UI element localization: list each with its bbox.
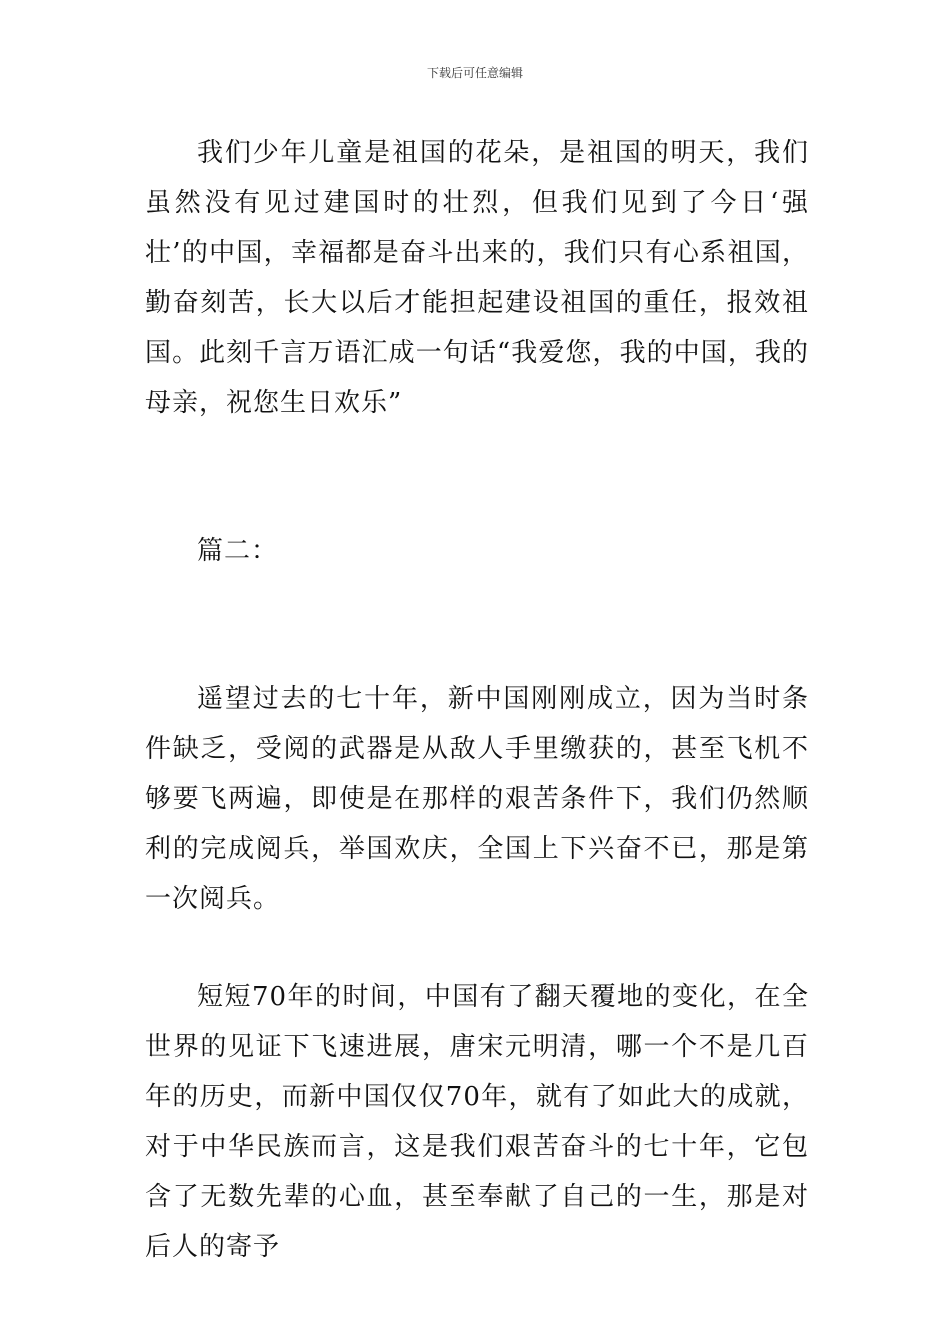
paragraph-seventy-years: 短短70年的时间，中国有了翻天覆地的变化，在全世界的见证下飞速进展，唐宋元明清，哪一个不是几百年的历史，而新中国仅仅70年，就有了如此大的成就，对于中华民族而言，这是我们艰苦奋斗的七十年，它包含了无数先辈的心血，甚至奉献了自己的一生，那是对后人的寄予 [145, 982, 809, 1262]
page-header: 下载后可任意编辑 [426, 66, 523, 80]
paragraph-children-future: 我们少年儿童是祖国的花朵，是祖国的明天，我们虽然没有见过建国时的壮烈，但我们见到了今日‘强壮’的中国，幸福都是奋斗出来的，我们只有心系祖国，勤奋刻苦，长大以后才能担起建设祖国的重任，报效祖国。此刻千言万语汇成一句话“我爱您，我的中国，我的母亲，祝您生日欢乐” [145, 138, 809, 418]
section-heading-part-two: 篇二： [197, 536, 279, 566]
paragraph-first-parade: 遥望过去的七十年，新中国刚刚成立，因为当时条件缺乏，受阅的武器是从敌人手里缴获的，甚至飞机不够要飞两遍，即使是在那样的艰苦条件下，我们仍然顺利的完成阅兵，举国欢庆，全国上下兴奋不已，那是第一次阅兵。 [145, 684, 809, 914]
